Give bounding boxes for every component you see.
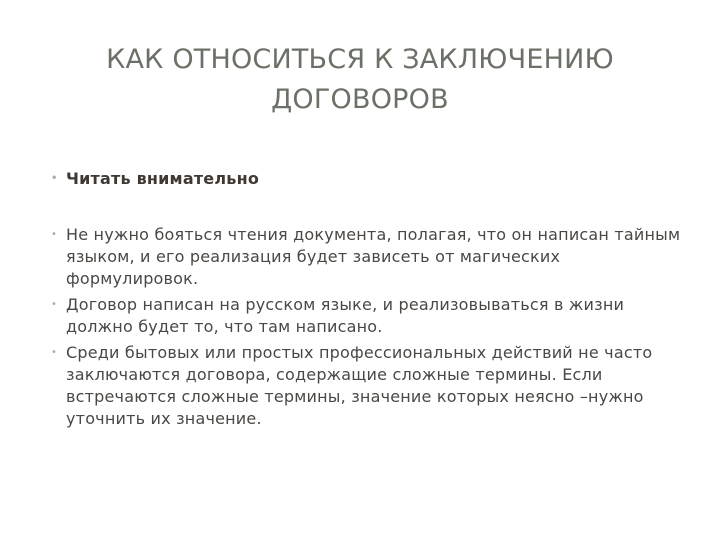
bullet-item: [48, 342, 688, 430]
bullet-text: Читать внимательно: [66, 169, 260, 188]
bullet-item: [48, 168, 688, 190]
bullet-marker: •: [51, 173, 58, 184]
bullet-list: [48, 168, 688, 430]
bullet-marker: •: [51, 299, 58, 310]
bullet-text: Не нужно бояться чтения документа, полагая, что он написан тайным языком, и его реализация будет зависеть от магических формулировок.: [66, 225, 681, 288]
bullet-marker: •: [51, 347, 58, 358]
slide-title-line-2: ДОГОВОРОВ: [271, 84, 449, 115]
slide-title: [40, 40, 680, 120]
slide-title-line-1: КАК ОТНОСИТЬСЯ К ЗАКЛЮЧЕНИЮ: [106, 44, 614, 75]
bullet-item: [48, 294, 688, 338]
bullet-text: Среди бытовых или простых профессиональных действий не часто заключаются договора, содержащие сложные термины. Если встречаются сложные термины, значение которых неясно –нужно уточнить их значение.: [66, 343, 653, 428]
bullet-item: [48, 224, 688, 290]
bullet-text: Договор написан на русском языке, и реализовываться в жизни должно будет то, что там написано.: [66, 295, 625, 336]
bullet-marker: •: [51, 229, 58, 240]
